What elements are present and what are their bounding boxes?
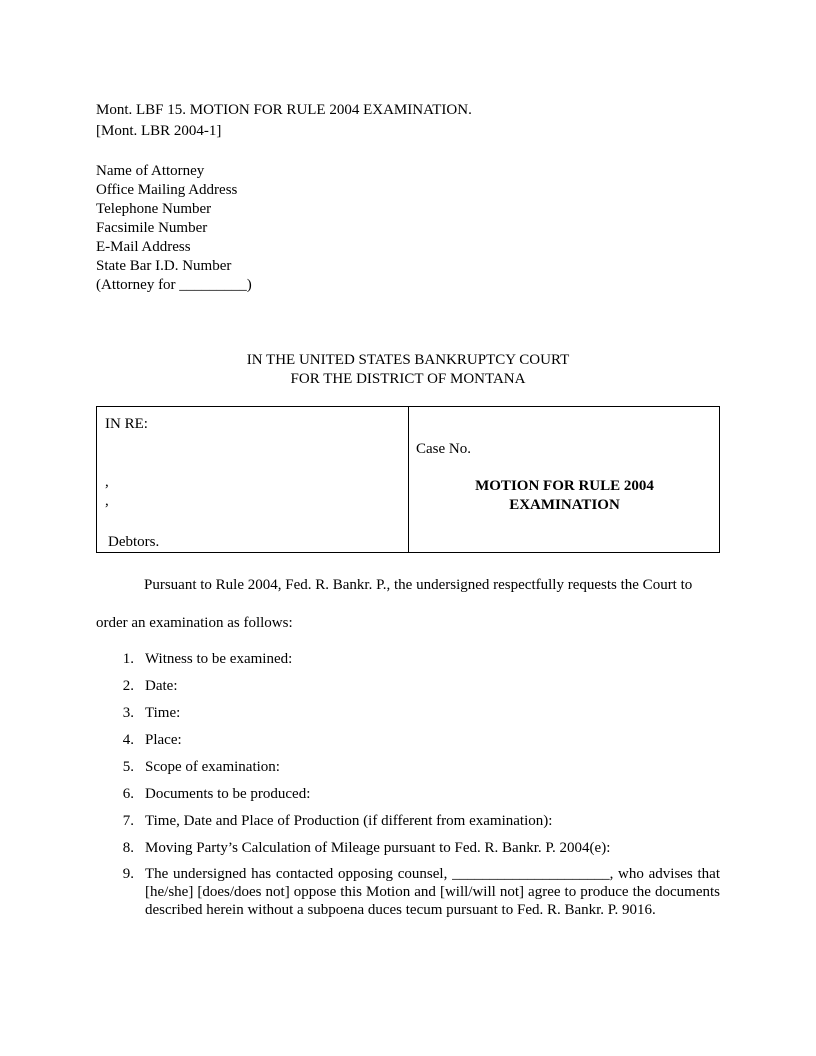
caption-left-cell xyxy=(97,407,409,552)
item-number: 8. xyxy=(122,840,134,856)
motion-title-line-2: EXAMINATION xyxy=(509,497,620,513)
item-text: Scope of examination: xyxy=(145,759,280,775)
attorney-bar-id: State Bar I.D. Number xyxy=(96,258,232,274)
item-number: 4. xyxy=(122,732,134,748)
item-number: 2. xyxy=(122,678,134,694)
court-heading xyxy=(96,351,720,389)
intro-paragraph-line-1: Pursuant to Rule 2004, Fed. R. Bankr. P., the undersigned respectfully requests the Court to xyxy=(144,577,693,593)
item-text: Time: xyxy=(145,705,181,721)
debtor-comma-1: , xyxy=(105,474,109,490)
item-text: Place: xyxy=(145,732,182,748)
case-caption-box xyxy=(96,406,720,553)
item-number: 9. xyxy=(122,866,134,882)
form-title: Mont. LBF 15. MOTION FOR RULE 2004 EXAMINATION. xyxy=(96,102,472,118)
item-text: The undersigned has contacted opposing counsel, _____________________, who advises that [he/she] [does/does not] oppose this Motion and [will/will not] agree to produce the documents described herein without a subpoena duces tecum pursuant to Fed. R. Bankr. P. 9016. xyxy=(145,866,720,918)
caption-right-cell xyxy=(409,407,720,552)
attorney-telephone: Telephone Number xyxy=(96,201,212,217)
case-number-label: Case No. xyxy=(416,441,471,457)
debtor-comma-2: , xyxy=(105,493,109,509)
item-number: 1. xyxy=(122,651,134,667)
debtors-label: Debtors. xyxy=(108,534,160,550)
intro-paragraph-line-2: order an examination as follows: xyxy=(96,615,293,631)
form-header xyxy=(96,100,472,142)
motion-title-line-1: MOTION FOR RULE 2004 xyxy=(475,478,654,494)
attorney-info-block xyxy=(96,162,252,295)
item-text: Moving Party’s Calculation of Mileage pursuant to Fed. R. Bankr. P. 2004(e): xyxy=(145,840,611,856)
attorney-facsimile: Facsimile Number xyxy=(96,220,208,236)
item-number: 5. xyxy=(122,759,134,775)
item-text: Documents to be produced: xyxy=(145,786,311,802)
attorney-name: Name of Attorney xyxy=(96,163,205,179)
motion-title xyxy=(409,477,720,515)
attorney-email: E-Mail Address xyxy=(96,239,191,255)
attorney-for: (Attorney for _________) xyxy=(96,277,252,293)
item-number: 7. xyxy=(122,813,134,829)
item-number: 6. xyxy=(122,786,134,802)
item-text: Witness to be examined: xyxy=(145,651,293,667)
court-name: IN THE UNITED STATES BANKRUPTCY COURT xyxy=(246,352,570,368)
item-number: 3. xyxy=(122,705,134,721)
item-text: Time, Date and Place of Production (if different from examination): xyxy=(145,813,553,829)
item-text: Date: xyxy=(145,678,178,694)
rule-reference: [Mont. LBR 2004-1] xyxy=(96,123,222,139)
attorney-address: Office Mailing Address xyxy=(96,182,238,198)
in-re-label: IN RE: xyxy=(105,416,148,432)
court-district: FOR THE DISTRICT OF MONTANA xyxy=(290,371,526,387)
